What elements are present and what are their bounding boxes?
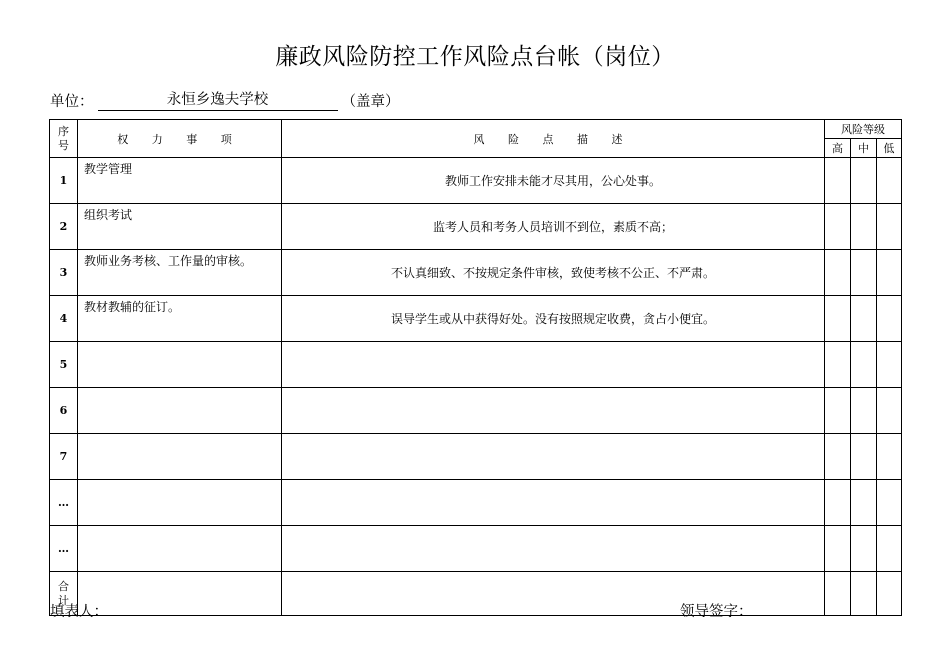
risk-desc-header: 风 险 点 描 述 (282, 120, 825, 158)
table-row (50, 296, 902, 342)
total-level-mid[interactable] (851, 572, 877, 616)
row-level-mid[interactable] (851, 250, 877, 296)
row-level-mid[interactable] (851, 388, 877, 434)
row-item: 教学管理 (78, 158, 282, 204)
row-level-low[interactable] (877, 434, 902, 480)
power-header: 权 力 事 项 (78, 120, 282, 158)
row-level-mid[interactable] (851, 204, 877, 250)
row-item: 教师业务考核、工作量的审核。 (78, 250, 282, 296)
row-desc: 不认真细致、不按规定条件审核，致使考核不公正、不严肃。 (282, 250, 825, 296)
row-level-mid[interactable] (851, 158, 877, 204)
row-desc: 误导学生或从中获得好处。没有按照规定收费，贪占小便宜。 (282, 296, 825, 342)
total-label-bottom: 计 (58, 593, 69, 607)
row-level-mid[interactable] (851, 296, 877, 342)
row-item[interactable] (78, 434, 282, 480)
row-seq: 5 (50, 342, 78, 388)
table-row (50, 204, 902, 250)
row-level-low[interactable] (877, 480, 902, 526)
table-row (50, 342, 902, 388)
total-level-low[interactable] (877, 572, 902, 616)
row-seq: … (50, 526, 78, 572)
row-level-low[interactable] (877, 342, 902, 388)
row-level-mid[interactable] (851, 342, 877, 388)
row-desc: 教师工作安排未能才尽其用，公心处事。 (282, 158, 825, 204)
row-seq: 1 (50, 158, 78, 204)
row-seq: 6 (50, 388, 78, 434)
row-level-high[interactable] (825, 296, 851, 342)
row-level-mid[interactable] (851, 480, 877, 526)
leader-signature-label: 领导签字： (680, 604, 753, 620)
row-item: 组织考试 (78, 204, 282, 250)
level-low-header: 低 (877, 139, 902, 158)
row-desc[interactable] (282, 434, 825, 480)
row-level-high[interactable] (825, 204, 851, 250)
unit-line (50, 88, 400, 111)
row-level-mid[interactable] (851, 526, 877, 572)
level-high-header: 高 (825, 139, 851, 158)
row-level-high[interactable] (825, 158, 851, 204)
row-seq: 3 (50, 250, 78, 296)
unit-name: 永恒乡逸夫学校 (98, 88, 338, 111)
table-row (50, 526, 902, 572)
seq-header (50, 120, 78, 158)
row-seq: 2 (50, 204, 78, 250)
row-level-high[interactable] (825, 434, 851, 480)
row-desc: 监考人员和考务人员培训不到位，素质不高； (282, 204, 825, 250)
row-desc[interactable] (282, 388, 825, 434)
risk-table (49, 119, 902, 616)
level-mid-header: 中 (851, 139, 877, 158)
row-item[interactable] (78, 480, 282, 526)
row-level-low[interactable] (877, 388, 902, 434)
filler-label: 填表人： (50, 604, 108, 620)
row-item[interactable] (78, 388, 282, 434)
row-level-high[interactable] (825, 388, 851, 434)
row-level-low[interactable] (877, 526, 902, 572)
table-row (50, 480, 902, 526)
row-desc[interactable] (282, 480, 825, 526)
row-seq: … (50, 480, 78, 526)
row-level-low[interactable] (877, 296, 902, 342)
total-label-top: 合 (58, 579, 69, 593)
row-level-high[interactable] (825, 480, 851, 526)
row-level-low[interactable] (877, 158, 902, 204)
table-row (50, 250, 902, 296)
row-level-high[interactable] (825, 526, 851, 572)
row-level-low[interactable] (877, 204, 902, 250)
row-level-mid[interactable] (851, 434, 877, 480)
table-row (50, 158, 902, 204)
row-level-high[interactable] (825, 250, 851, 296)
total-level-high[interactable] (825, 572, 851, 616)
total-item[interactable] (78, 572, 282, 616)
risk-level-header: 风险等级 (825, 120, 902, 139)
row-desc[interactable] (282, 342, 825, 388)
row-item[interactable] (78, 526, 282, 572)
page-title: 廉政风险防控工作风险点台帐（岗位） (275, 44, 675, 70)
row-seq: 7 (50, 434, 78, 480)
row-level-low[interactable] (877, 250, 902, 296)
stamp-label: （盖章） (341, 94, 400, 110)
total-row (50, 572, 902, 616)
table-row (50, 388, 902, 434)
row-level-high[interactable] (825, 342, 851, 388)
row-seq: 4 (50, 296, 78, 342)
row-item[interactable] (78, 342, 282, 388)
row-item: 教材教辅的征订。 (78, 296, 282, 342)
table-row (50, 434, 902, 480)
seq-header-top: 序 (58, 124, 69, 138)
row-desc[interactable] (282, 526, 825, 572)
seq-header-bottom: 号 (58, 138, 69, 152)
unit-label: 单位： (50, 94, 94, 110)
